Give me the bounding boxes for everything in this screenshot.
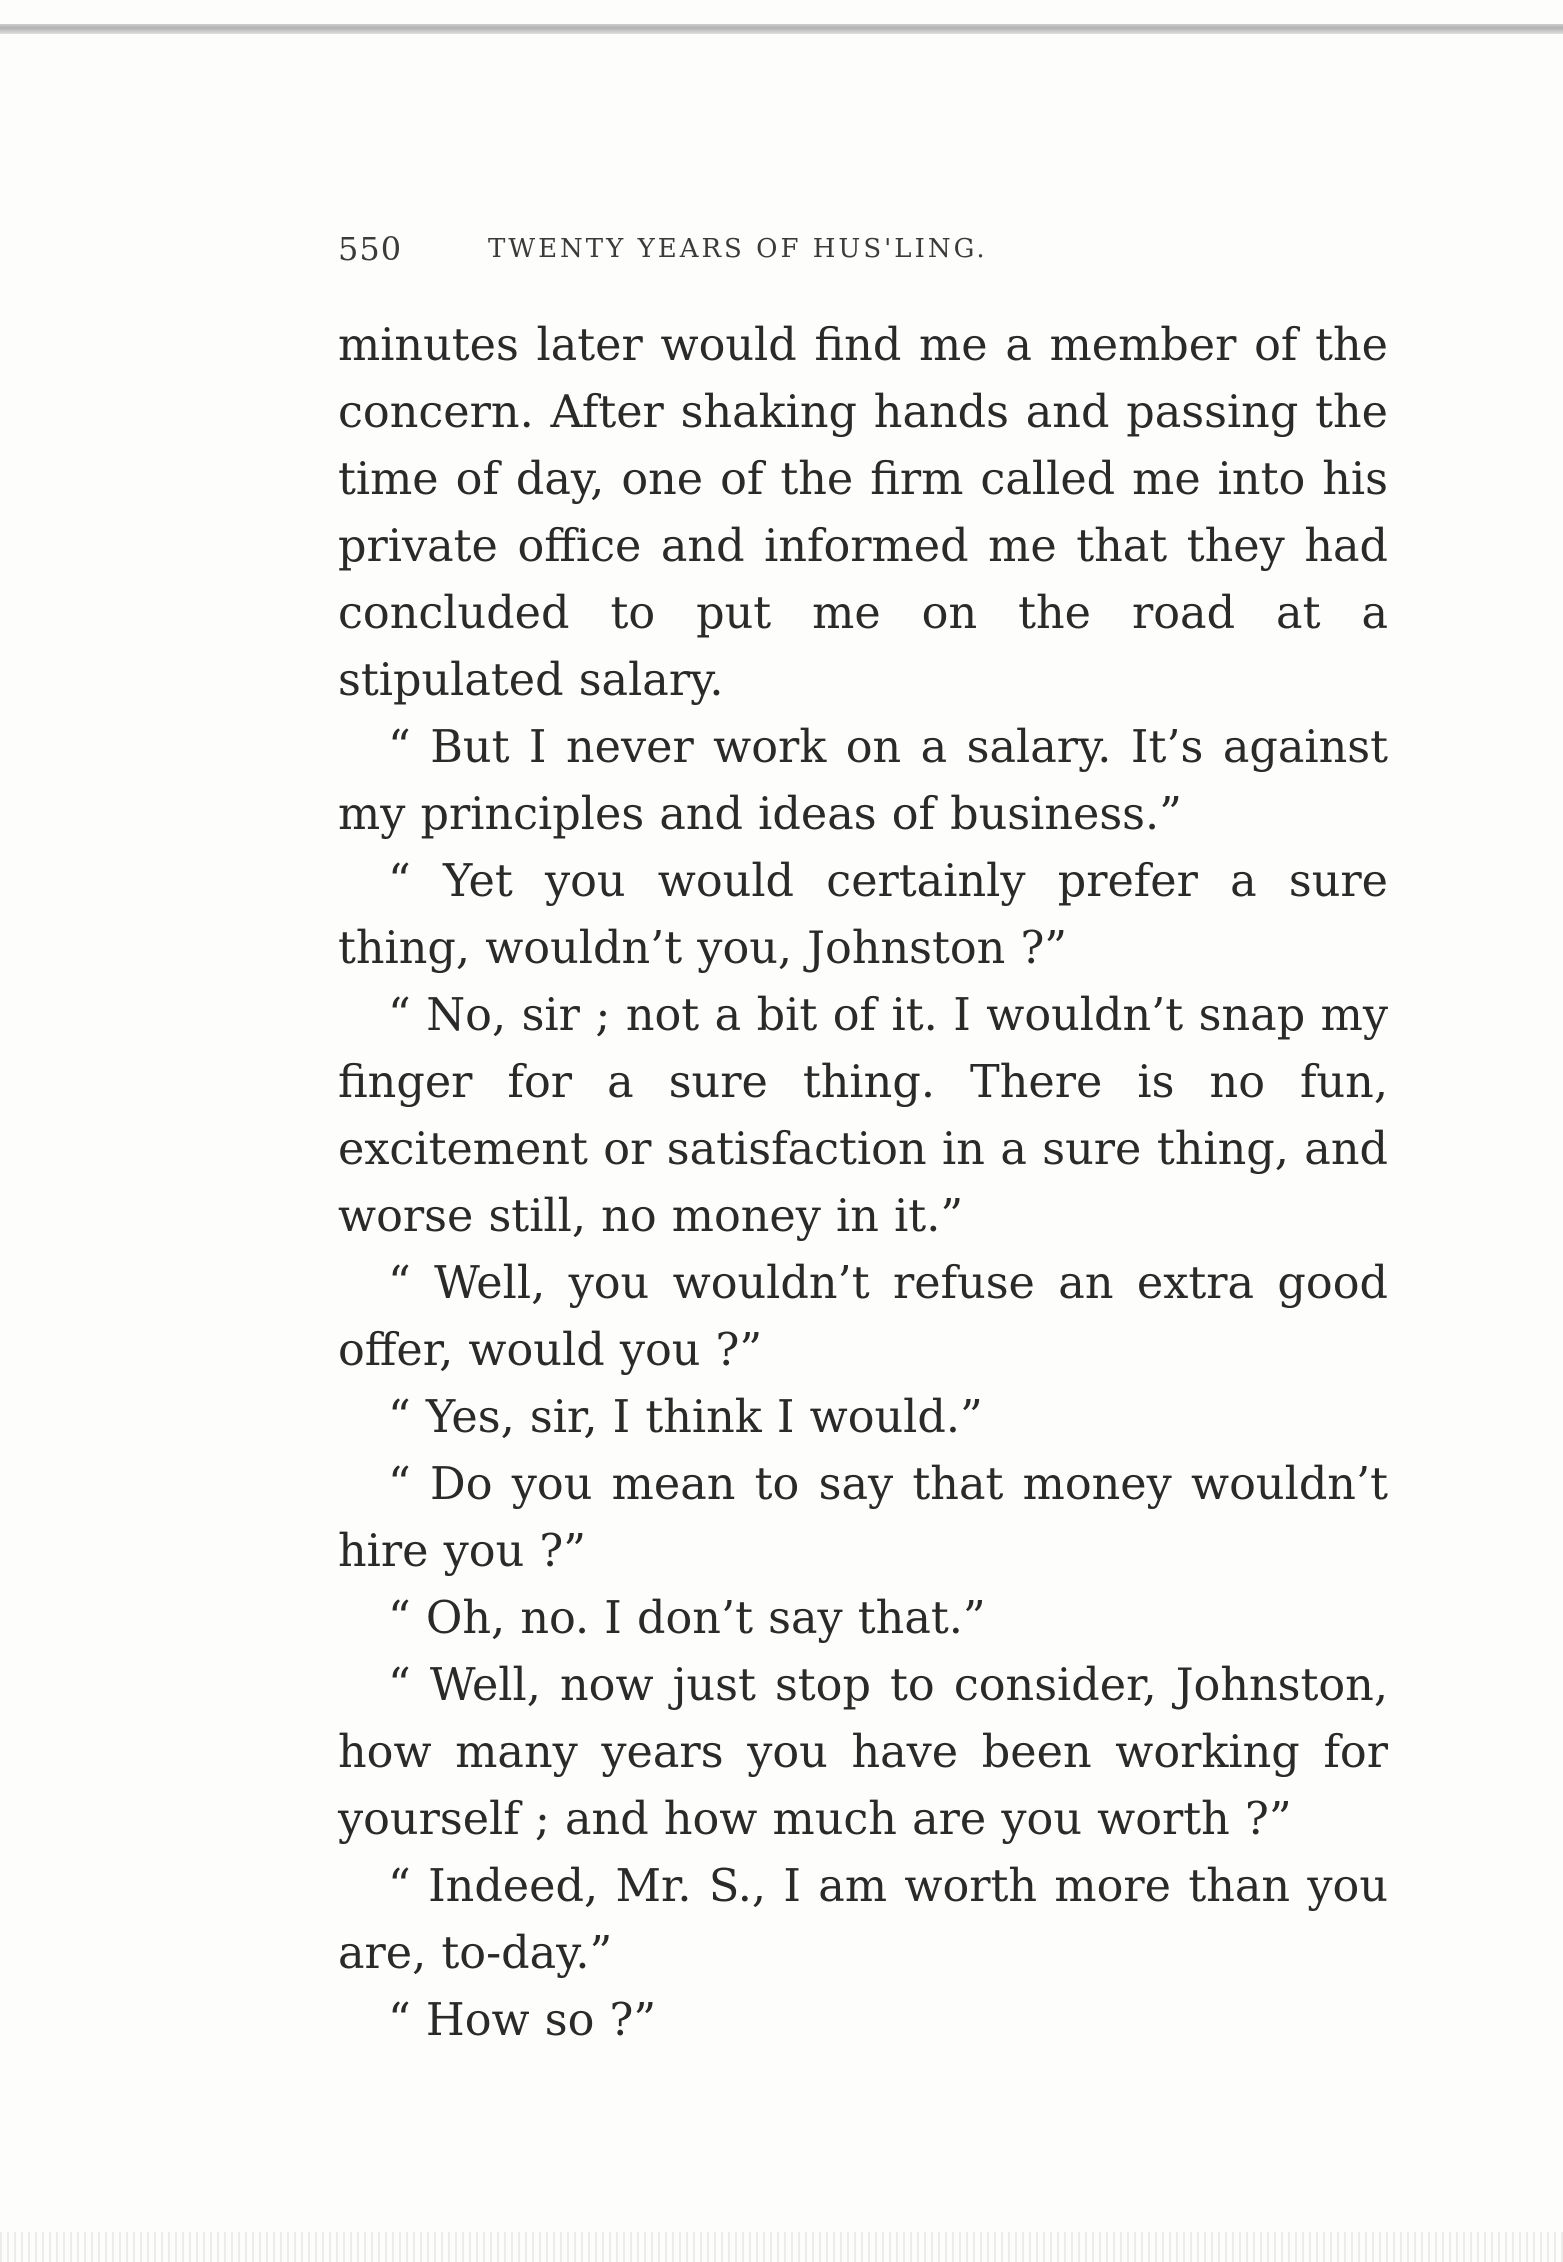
running-title: TWENTY YEARS OF HUS'LING.: [488, 234, 988, 264]
paragraph-dialogue: “ Well, you wouldn’t refuse an extra good offer, would you ?”: [338, 1258, 1388, 1376]
page-body: [338, 312, 1388, 2054]
paragraph-dialogue: “ Do you mean to say that money wouldn’t hire you ?”: [338, 1459, 1388, 1577]
paragraph-dialogue: “ Yes, sir, I think I would.”: [388, 1392, 983, 1443]
scan-edge-strip: [0, 24, 1563, 34]
paragraph-dialogue: “ Oh, no. I don’t say that.”: [388, 1593, 986, 1644]
paragraph-continuation: minutes later would find me a member of the concern. After shaking hands and passing the time of day, one of the firm called me into his private office and informed me that they had concluded to put me on the road at a stipulated salary.: [338, 320, 1388, 706]
paragraph-dialogue: “ No, sir ; not a bit of it. I wouldn’t snap my finger for a sure thing. There is no fun, excitement or satisfaction in a sure thing, and worse still, no money in it.”: [338, 990, 1388, 1242]
paragraph-dialogue: “ Indeed, Mr. S., I am worth more than you are, to-day.”: [338, 1861, 1388, 1979]
page-header: [338, 226, 1238, 280]
paragraph-dialogue: “ Well, now just stop to consider, Johnston, how many years you have been working for yourself ; and how much are you worth ?”: [338, 1660, 1388, 1845]
paragraph-dialogue: “ How so ?”: [388, 1995, 657, 2046]
paragraph-dialogue: “ Yet you would certainly prefer a sure thing, wouldn’t you, Johnston ?”: [338, 856, 1388, 974]
page-number: 550: [338, 230, 403, 268]
scan-bottom-noise: [0, 2232, 1563, 2262]
paragraph-dialogue: “ But I never work on a salary. It’s against my principles and ideas of business.”: [338, 722, 1388, 840]
